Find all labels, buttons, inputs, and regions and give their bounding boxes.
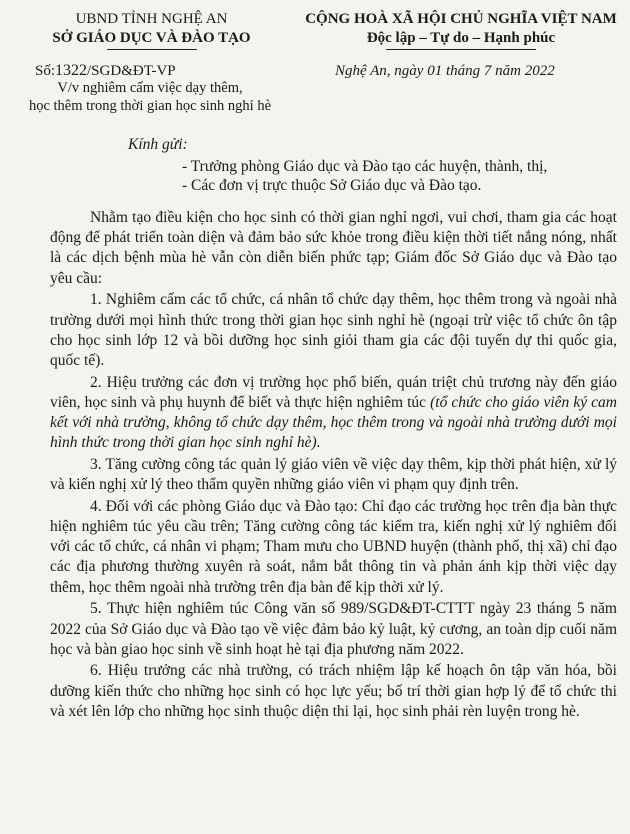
item-2-text: 2. Hiệu trưởng các đơn vị trường học phổ biến, quán triệt chủ trương này đến giáo viên, học sinh và phụ huynh để biết và thực hiện nghiêm túc [50, 373, 617, 411]
greeting: Kính gửi: [128, 136, 188, 153]
national-title [300, 10, 622, 50]
item-2-italic: (tổ chức cho giáo viên ký cam kết với nhà trường, không tổ chức dạy thêm, học thêm trong và ngoài nhà trường dưới mọi hình thức trong thời gian học sinh nghỉ hè). [50, 393, 617, 452]
recipient-item: - Các đơn vị trực thuộc Sở Giáo dục và Đào tạo. [182, 177, 482, 194]
intro-paragraph: Nhằm tạo điều kiện cho học sinh có thời gian nghỉ ngơi, vui chơi, tham gia các hoạt động để phát triển toàn diện và đảm bảo sức khỏe trong điều kiện thời tiết nắng nóng, nhất là các dịch bệnh mùa hè vẫn còn diễn biến phức tạp; Giám đốc Sở Giáo dục và Đào tạo yêu cầu: [50, 209, 617, 287]
item-2 [50, 373, 617, 454]
document-body [50, 208, 617, 724]
recipient-list [182, 157, 547, 195]
item-4: 4. Đối với các phòng Giáo dục và Đào tạo: Chỉ đạo các trường học trên địa bàn thực hiện nghiêm túc yêu cầu trên; Tăng cường công tác kiểm tra, kiến nghị xử lý nghiêm đối với các tổ chức, cá nhân vi phạm; Tham mưu cho UBND huyện (thành phố, thị xã) chỉ đạo các địa phương thường xuyên rà soát, nắm bắt thông tin và phản ánh kịp thời việc dạy thêm, học thêm ngoài nhà trường trên địa bàn để kịp thời xử lý. [50, 497, 617, 596]
number-value: 1322 [55, 62, 88, 79]
document-number [35, 61, 295, 81]
national-motto: Độc lập – Tự do – Hạnh phúc [366, 30, 556, 46]
subject-line-1: V/v nghiêm cấm việc dạy thêm, [57, 80, 243, 96]
agency-underline [107, 49, 197, 50]
item-3: 3. Tăng cường công tác quản lý giáo viên về việc dạy thêm, kịp thời phát hiện, xử lý và kiến nghị xử lý theo thẩm quyền những giáo viên vi phạm quy định trên. [50, 455, 617, 494]
agency-name: SỞ GIÁO DỤC VÀ ĐÀO TẠO [52, 30, 251, 46]
item-1: 1. Nghiêm cấm các tổ chức, cá nhân tổ chức dạy thêm, học thêm trong và ngoài nhà trường dưới mọi hình thức trong thời gian học sinh nghỉ hè (ngoại trừ việc tổ chức ôn tập cho học sinh lớp 12 và bồi dưỡng học sinh giỏi tham gia các đội tuyển dự thi quốc gia, quốc tế). [50, 291, 617, 369]
subject-line-2: học thêm trong thời gian học sinh nghỉ hè [28, 98, 272, 114]
issuing-agency [14, 10, 289, 50]
document-subject [0, 79, 300, 115]
number-label: Số: [35, 63, 56, 79]
place-and-date: Nghệ An, ngày 01 tháng 7 năm 2022 [335, 63, 555, 79]
motto-underline [386, 49, 536, 50]
agency-parent: UBND TỈNH NGHỆ AN [75, 11, 228, 27]
recipient-item: - Trưởng phòng Giáo dục và Đào tạo các huyện, thành, thị, [182, 158, 548, 175]
country-name: CỘNG HOÀ XÃ HỘI CHỦ NGHĨA VIỆT NAM [305, 11, 617, 27]
item-6: 6. Hiệu trưởng các nhà trường, có trách nhiệm lập kế hoạch ôn tập văn hóa, bồi dưỡng kiến thức cho những học sinh có học lực yếu; bố trí thời gian hợp lý để tổ chức thi và xét lên lớp cho những học sinh thuộc diện thi lại, học sinh phải rèn luyện trong hè. [50, 662, 617, 720]
number-suffix: /SGD&ĐT-VP [87, 63, 176, 79]
item-5: 5. Thực hiện nghiêm túc Công văn số 989/SGD&ĐT-CTTT ngày 23 tháng 5 năm 2022 của Sở Giáo dục và Đào tạo về việc đảm bảo kỷ luật, kỷ cương, an toàn dịp cuối năm học và bàn giao học sinh về sinh hoạt hè tại địa phương năm 2022. [50, 600, 617, 658]
